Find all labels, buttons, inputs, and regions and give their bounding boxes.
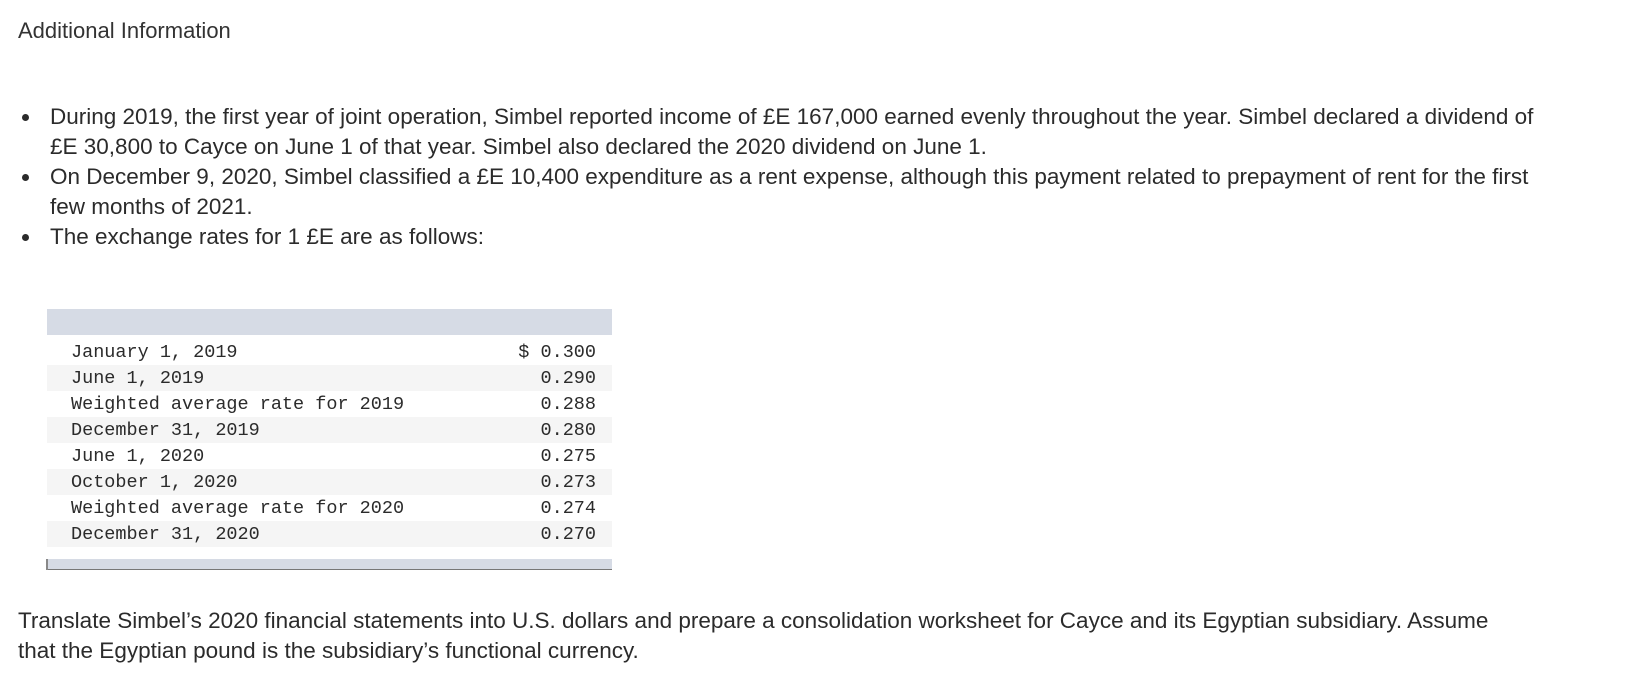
table-row <box>47 469 612 495</box>
section-heading: Additional Information <box>18 18 231 43</box>
rate-date-cell: December 31, 2020 <box>47 521 495 547</box>
rate-value-cell: 0.270 <box>495 521 612 547</box>
table-row <box>47 339 612 365</box>
rate-date-cell: June 1, 2020 <box>71 445 205 467</box>
bullet-dot-icon <box>22 234 29 241</box>
instruction-text: Translate Simbel’s 2020 financial statements into U.S. dollars and prepare a consolidation worksheet for Cayce and its Egyptian subsidiary. Assume that the Egyptian pound is the subsidiary’s functional currency. <box>18 608 1489 663</box>
rate-date-cell: January 1, 2019 <box>71 341 238 363</box>
rate-value-cell: $ 0.300 <box>518 341 596 363</box>
rate-value-cell: 0.273 <box>495 469 612 495</box>
bullet-item <box>18 162 1558 222</box>
table-row <box>47 521 612 547</box>
rate-date-cell: June 1, 2019 <box>47 365 495 391</box>
table-row <box>47 391 612 417</box>
rate-value-cell: 0.288 <box>540 393 596 415</box>
rate-date-cell: Weighted average rate for 2019 <box>71 393 405 415</box>
bullet-dot-icon <box>22 174 29 181</box>
rate-value-cell: 0.280 <box>495 417 612 443</box>
table-footer-band <box>47 559 612 570</box>
bullet-item <box>18 102 1558 162</box>
info-bullet-list <box>18 102 1558 252</box>
table-header-band <box>47 309 612 335</box>
bullet-text: On December 9, 2020, Simbel classified a £E 10,400 expenditure as a rent expense, although this payment related to prepayment of rent for the first few months of 2021. <box>50 164 1529 219</box>
rate-date-cell: December 31, 2019 <box>47 417 495 443</box>
bullet-text: The exchange rates for 1 £E are as follows: <box>50 224 484 249</box>
rate-value-cell: 0.274 <box>540 497 596 519</box>
bullet-item <box>18 222 1558 252</box>
table-row <box>47 495 612 521</box>
table-row <box>47 365 612 391</box>
table-row <box>47 417 612 443</box>
table-row <box>47 443 612 469</box>
bullet-dot-icon <box>22 114 29 121</box>
exchange-rates-table <box>46 309 612 570</box>
rate-date-cell: October 1, 2020 <box>47 469 495 495</box>
rate-date-cell: Weighted average rate for 2020 <box>71 497 405 519</box>
bullet-text: During 2019, the first year of joint operation, Simbel reported income of £E 167,000 earned evenly throughout the year. Simbel declared a dividend of £E 30,800 to Cayce on June 1 of that year. Simbel also declared the 2020 dividend on June 1. <box>50 104 1534 159</box>
rate-value-cell: 0.290 <box>495 365 612 391</box>
rate-value-cell: 0.275 <box>540 445 596 467</box>
